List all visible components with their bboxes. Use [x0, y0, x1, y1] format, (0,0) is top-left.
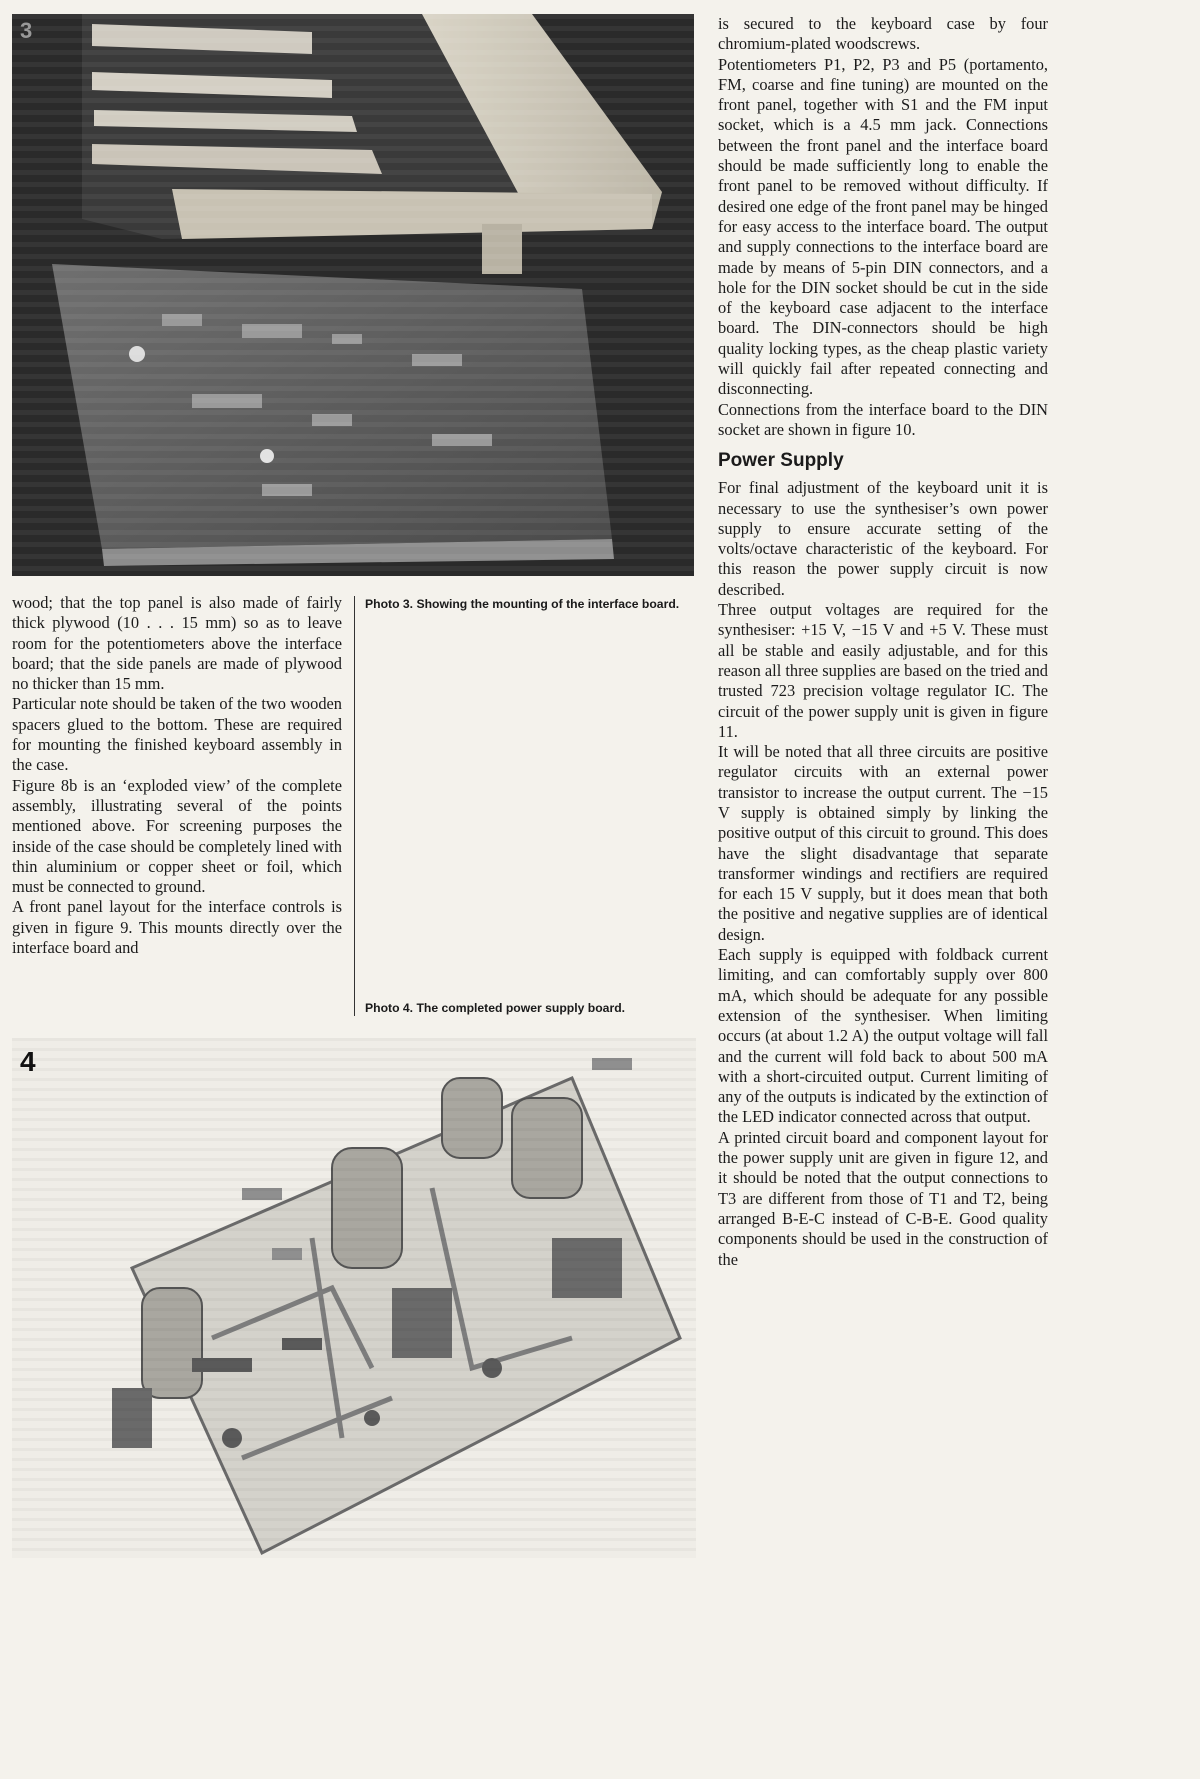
power-supply-board-photo-icon: [12, 1038, 696, 1558]
paragraph: It will be noted that all three circuits are positive regulator circuits with an external power transistor to increase the output current. The −15 V supply is obtained simply by linking the positive output of this circuit to ground. This does have the slight disadvantage that separate transformer windings and rectifiers are required for each 15 V supply, but it does mean that both the positive and negative supplies are of identical design.: [718, 742, 1048, 944]
paragraph: wood; that the top panel is also made of fairly thick plywood (10 . . . 15 mm) so as to leave room for the potentiometers above the interface board; that the side panels are made of plywood no thicker than 15 mm.: [12, 593, 342, 694]
paragraph: For final adjustment of the keyboard unit it is necessary to use the synthesiser’s own power supply to ensure accurate setting of the volts/octave characteristic of the keyboard. For this reason the power supply circuit is now described.: [718, 478, 1048, 599]
paragraph: is secured to the keyboard case by four chromium-plated woodscrews.: [718, 14, 1048, 54]
photo-4: [12, 1038, 696, 1558]
photo-4-number: 4: [20, 1046, 36, 1077]
column-divider: [354, 596, 355, 1016]
right-column: [718, 14, 1048, 1270]
section-heading-power-supply: Power Supply: [718, 450, 844, 472]
paragraph: Three output voltages are required for the synthesiser: +15 V, −15 V and +5 V. These must all be stable and easily adjustable, and for this reason all three supplies are based on the tried and trusted 723 precision voltage regulator IC. The circuit of the power supply unit is given in figure 11.: [718, 600, 1048, 741]
photo-3-caption: Photo 3. Showing the mounting of the interface board.: [365, 597, 680, 611]
photo-3: [12, 14, 694, 576]
paragraph: A front panel layout for the interface controls is given in figure 9. This mounts directly over the interface board and: [12, 897, 342, 958]
paragraph: Particular note should be taken of the two wooden spacers glued to the bottom. These are required for mounting the finished keyboard assembly in the case.: [12, 694, 342, 775]
paragraph: Connections from the interface board to the DIN socket are shown in figure 10.: [718, 399, 1048, 439]
photo-4-caption: Photo 4. The completed power supply board.: [365, 1001, 626, 1015]
paragraph: Each supply is equipped with foldback current limiting, and can comfortably supply over 800 mA, which should be adequate for any possible extension of the synthesiser. When limiting occurs (at about 1.2 A) the output voltage will fall and the current will fold back to about 500 mA with a short-circuited output. Current limiting of any of the outputs is indicated by the extinction of the LED indicator connected across that output.: [718, 945, 1048, 1127]
paragraph: Figure 8b is an ‘exploded view’ of the complete assembly, illustrating several of the points mentioned above. For screening purposes the inside of the case should be completely lined with thin aluminium or copper sheet or foil, which must be connected to ground.: [12, 775, 342, 897]
paragraph: A printed circuit board and component layout for the power supply unit are given in figure 12, and it should be noted that the output connections to T3 are different from those of T1 and T2, being arranged B-E-C instead of C-B-E. Good quality components should be used in the construction of the: [718, 1127, 1048, 1269]
keyboard-interface-board-photo-icon: [12, 14, 694, 576]
left-column: [12, 593, 342, 958]
paragraph: Potentiometers P1, P2, P3 and P5 (portamento, FM, coarse and fine tuning) are mounted on the front panel, together with S1 and the FM input socket, which is a 4.5 mm jack. Connections between the front panel and the interface board should be made sufficiently long to enable the front panel to be removed without difficulty. If desired one edge of the front panel may be hinged for easy access to the interface board. The output and supply connections to the interface board are made by means of 5-pin DIN connectors, and a hole for the DIN socket should be cut in the side of the keyboard case adjacent to the interface board. The DIN-connectors should be high quality locking types, as the cheap plastic variety will quickly fail after repeated connecting and disconnecting.: [718, 54, 1048, 399]
photo-3-number: 3: [20, 18, 33, 43]
